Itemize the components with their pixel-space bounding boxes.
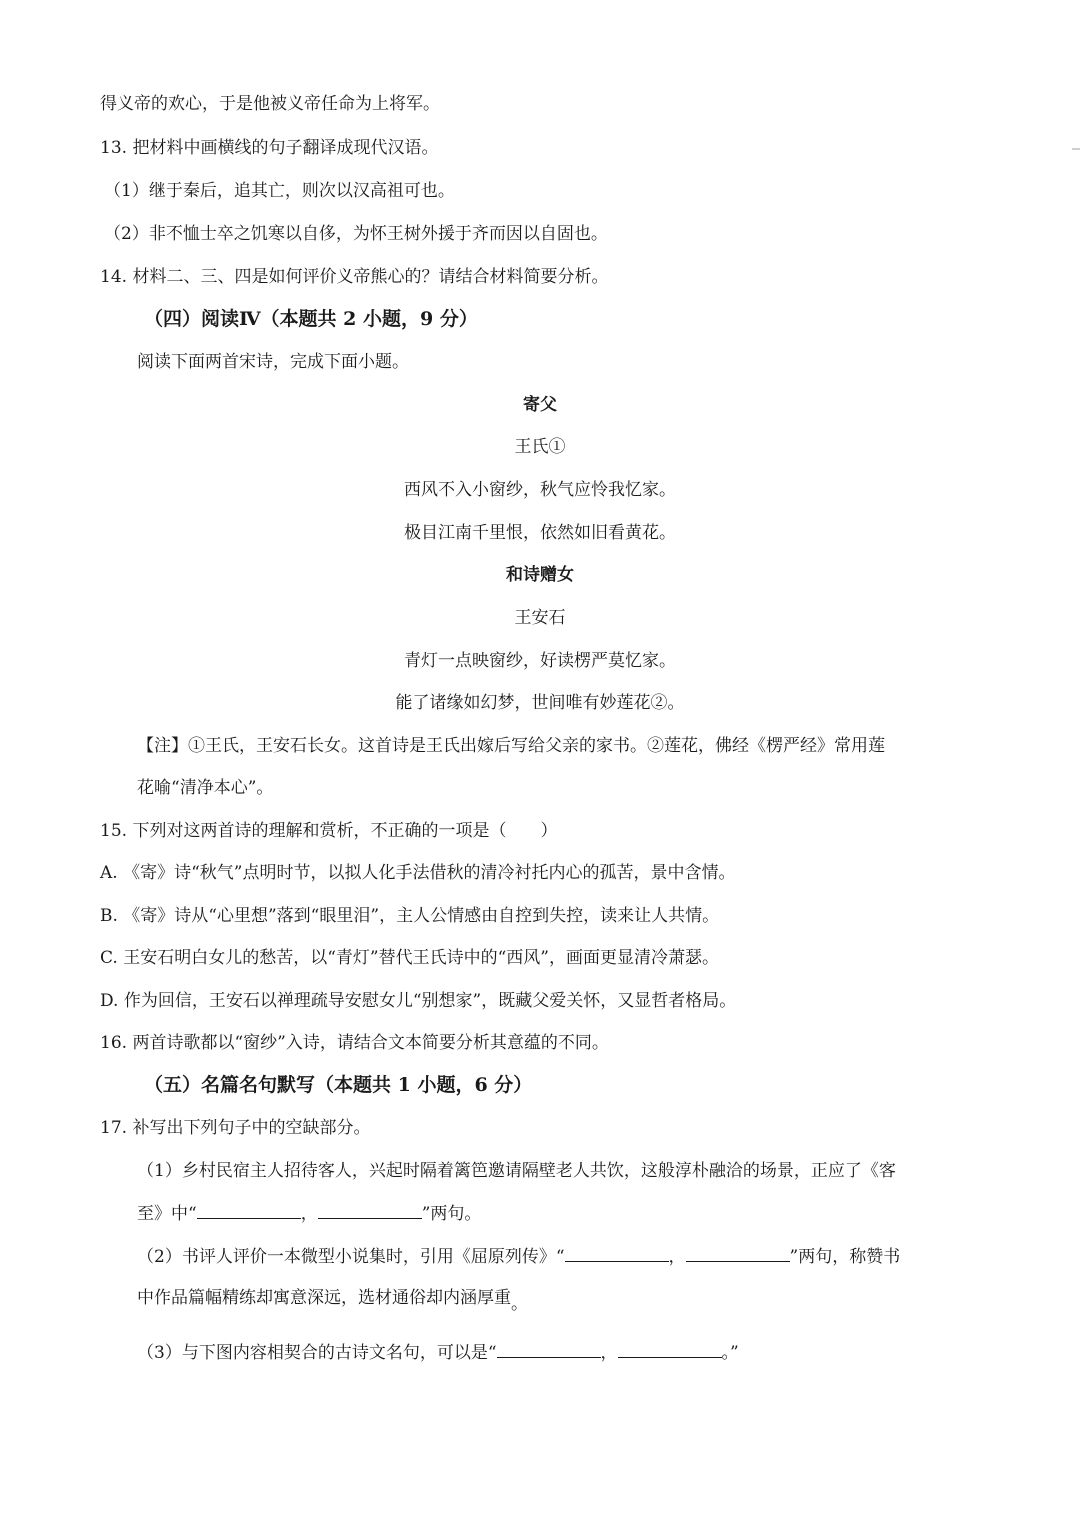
q17-s2-period: 。	[511, 1294, 528, 1314]
answer-blank[interactable]	[686, 1243, 790, 1262]
question-17-sub-3	[137, 1339, 739, 1365]
poem-note-line-1: 【注】①王氏，王安石长女。这首诗是王氏出嫁后写给父亲的家书。②莲花，佛经《楞严经》常用莲	[137, 736, 885, 756]
q17-s1-suffix: ”两句。	[421, 1204, 482, 1224]
q17-s2-suffix: ”两句，称赞书	[789, 1247, 901, 1267]
q17-s1-separator: ，	[300, 1204, 318, 1224]
answer-blank[interactable]	[618, 1339, 722, 1358]
poem-2-line-2: 能了诸缘如幻梦，世间唯有妙莲花②。	[395, 693, 685, 713]
question-13-stem: 13. 把材料中画横线的句子翻译成现代汉语。	[100, 138, 439, 158]
edge-mark	[1072, 148, 1080, 150]
section-4-intro: 阅读下面两首宋诗，完成下面小题。	[137, 352, 409, 372]
question-16: 16. 两首诗歌都以“窗纱”入诗，请结合文本简要分析其意蕴的不同。	[100, 1033, 609, 1053]
q17-s3-separator: ，	[600, 1343, 618, 1363]
question-17-sub-2-line-1	[137, 1243, 900, 1269]
q17-s3-suffix: 。”	[721, 1343, 739, 1363]
question-17-stem: 17. 补写出下列句子中的空缺部分。	[100, 1118, 371, 1138]
question-15-stem: 15. 下列对这两首诗的理解和赏析，不正确的一项是（ ）	[100, 821, 558, 841]
poem-1-author: 王氏①	[514, 437, 566, 457]
answer-blank[interactable]	[197, 1200, 301, 1219]
q17-s1-prefix: 至》中“	[137, 1204, 197, 1224]
poem-note-line-2: 花喻“清净本心”。	[137, 778, 274, 798]
question-13-sub-2: （2）非不恤士卒之饥寒以自侈，为怀王树外援于齐而因以自固也。	[104, 224, 608, 244]
question-15-option-a: A. 《寄》诗“秋气”点明时节，以拟人化手法借秋的清冷衬托内心的孤苦，景中含情。	[100, 863, 736, 883]
section-4-heading: （四）阅读Ⅳ（本题共 2 小题，9 分）	[144, 308, 478, 330]
question-17-sub-1-line-2	[137, 1200, 481, 1226]
poem-1-line-1: 西风不入小窗纱，秋气应怜我忆家。	[404, 480, 676, 500]
question-13-sub-1: （1）继于秦后，追其亡，则次以汉高祖可也。	[104, 181, 455, 201]
poem-2-title: 和诗赠女	[506, 565, 574, 585]
q17-s2-prefix: （2）书评人评价一本微型小说集时，引用《屈原列传》“	[137, 1247, 565, 1267]
answer-blank[interactable]	[318, 1200, 422, 1219]
question-17-sub-2-line-2	[137, 1286, 528, 1314]
poem-2-line-1: 青灯一点映窗纱，好读楞严莫忆家。	[404, 651, 676, 671]
answer-blank[interactable]	[565, 1243, 669, 1262]
previous-text-line: 得义帝的欢心，于是他被义帝任命为上将军。	[100, 94, 440, 114]
q17-s3-prefix: （3）与下图内容相契合的古诗文名句，可以是“	[137, 1343, 497, 1363]
question-17-sub-1-line-1: （1）乡村民宿主人招待客人，兴起时隔着篱笆邀请隔壁老人共饮，这般淳朴融洽的场景，正应了《客	[137, 1161, 896, 1181]
poem-2-author: 王安石	[514, 608, 566, 628]
poem-1-title: 寄父	[523, 395, 557, 415]
poem-1-line-2: 极目江南千里恨，依然如旧看黄花。	[404, 523, 676, 543]
answer-blank[interactable]	[497, 1339, 601, 1358]
question-15-option-d: D. 作为回信，王安石以禅理疏导安慰女儿“别想家”，既藏父爱关怀，又显哲者格局。	[100, 991, 737, 1011]
question-14: 14. 材料二、三、四是如何评价义帝熊心的？请结合材料简要分析。	[100, 267, 609, 287]
q17-s2-line-2-text: 中作品篇幅精练却寓意深远，选材通俗却内涵厚重	[137, 1288, 511, 1308]
section-5-heading: （五）名篇名句默写（本题共 1 小题，6 分）	[144, 1074, 533, 1096]
question-15-option-c: C. 王安石明白女儿的愁苦，以“青灯”替代王氏诗中的“西风”，画面更显清冷萧瑟。	[100, 948, 719, 968]
question-15-option-b: B. 《寄》诗从“心里想”落到“眼里泪”，主人公情感由自控到失控，读来让人共情。	[100, 906, 720, 926]
q17-s2-separator: ，	[668, 1247, 686, 1267]
